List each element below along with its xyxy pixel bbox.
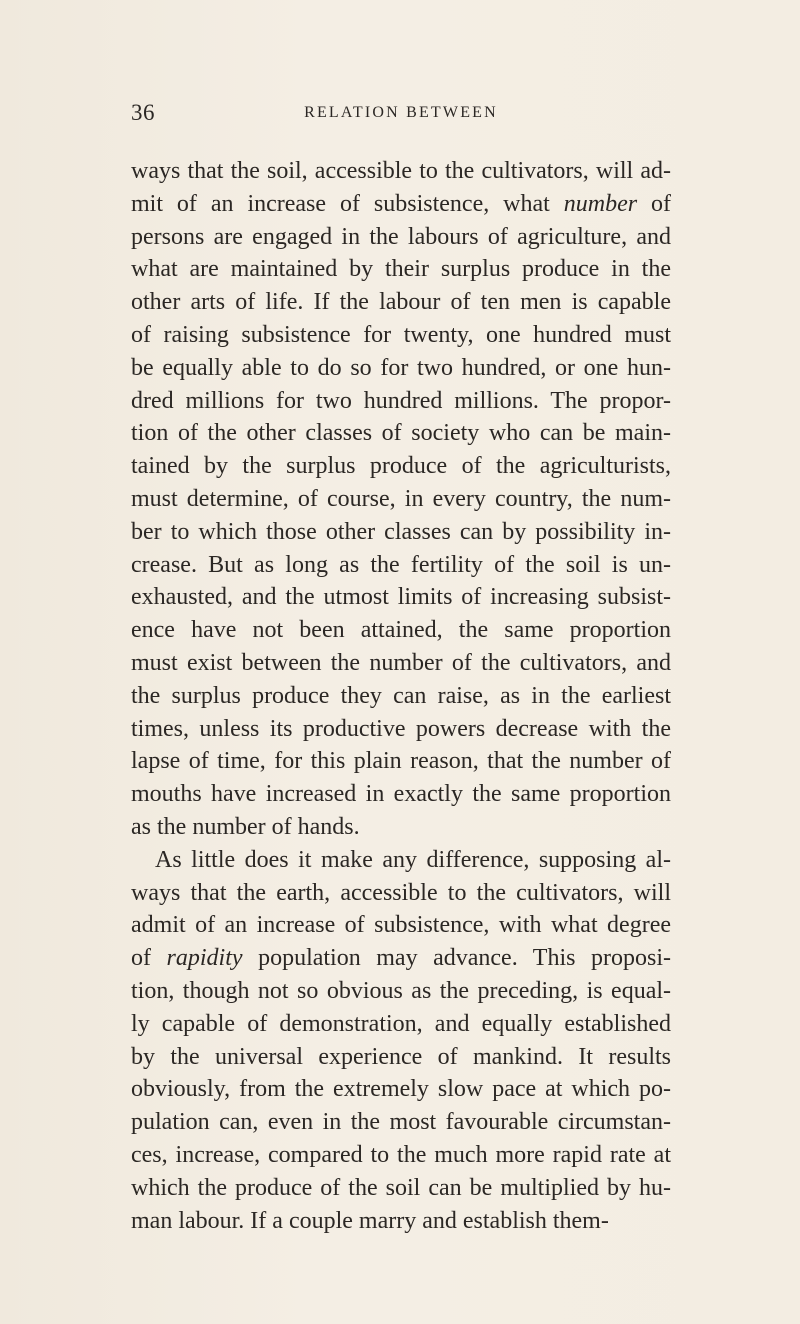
text-line <box>131 909 671 942</box>
text-line <box>131 647 671 680</box>
text-segment: times, unless its productive powers decrease with the <box>131 715 671 742</box>
text-line <box>131 1073 671 1106</box>
text-line <box>131 1041 671 1074</box>
text-line <box>131 352 671 385</box>
text-segment: of <box>637 190 672 217</box>
running-head: RELATION BETWEEN <box>304 104 498 121</box>
italic-word: number <box>563 190 638 217</box>
text-segment: ces, increase, compared to the much more rapid rate at <box>131 1141 671 1168</box>
text-segment: As little does it make any difference, supposing al- <box>155 846 671 873</box>
page-header <box>131 100 671 140</box>
text-segment: lapse of time, for this plain reason, that the number of <box>131 748 671 775</box>
text-line <box>131 713 671 746</box>
text-line <box>131 155 671 188</box>
text-line <box>131 1106 671 1139</box>
text-segment: exhausted, and the utmost limits of increasing subsist- <box>131 584 671 611</box>
text-line <box>131 221 671 254</box>
text-segment: dred millions for two hundred millions. The propor- <box>131 387 671 414</box>
text-line <box>131 417 671 450</box>
text-segment: persons are engaged in the labours of agriculture, and <box>131 223 671 250</box>
text-segment: the surplus produce they can raise, as in the earliest <box>131 682 671 709</box>
text-segment: as the number of hands. <box>131 813 360 840</box>
text-line <box>131 745 671 778</box>
text-segment: admit of an increase of subsistence, with what degree <box>131 912 671 939</box>
text-segment: which the produce of the soil can be multiplied by hu- <box>131 1174 671 1201</box>
text-segment: of <box>131 945 167 972</box>
text-line <box>131 1205 671 1238</box>
text-segment: tion, though not so obvious as the preceding, is equal- <box>131 977 671 1004</box>
text-segment: mouths have increased in exactly the same proportion <box>131 781 671 808</box>
text-line <box>131 1008 671 1041</box>
text-segment: must determine, of course, in every country, the num- <box>131 485 671 512</box>
text-segment: ly capable of demonstration, and equally established <box>131 1010 671 1037</box>
body-text <box>131 155 671 1237</box>
text-line <box>131 942 671 975</box>
text-line <box>131 483 671 516</box>
text-line <box>131 516 671 549</box>
text-line <box>131 614 671 647</box>
text-segment: ways that the earth, accessible to the cultivators, will <box>131 879 671 906</box>
italic-word: rapidity <box>166 945 243 972</box>
text-line <box>131 549 671 582</box>
text-segment: obviously, from the extremely slow pace at which po- <box>131 1076 671 1103</box>
text-line <box>131 975 671 1008</box>
text-segment: mit of an increase of subsistence, what <box>131 190 564 217</box>
text-line <box>131 778 671 811</box>
text-segment: ence have not been attained, the same proportion <box>131 617 671 644</box>
text-line <box>131 450 671 483</box>
text-segment: crease. But as long as the fertility of the soil is un- <box>131 551 671 578</box>
text-line <box>131 1172 671 1205</box>
text-segment: ways that the soil, accessible to the cultivators, will ad- <box>131 158 671 184</box>
text-line <box>131 877 671 910</box>
text-segment: of raising subsistence for twenty, one hundred must <box>131 321 671 348</box>
text-line <box>131 188 671 221</box>
text-line <box>131 680 671 713</box>
text-segment: tion of the other classes of society who can be main- <box>131 420 671 447</box>
text-line <box>131 319 671 352</box>
text-segment: by the universal experience of mankind. It results <box>131 1043 671 1070</box>
page-number: 36 <box>131 100 155 125</box>
text-segment: man labour. If a couple marry and establish them- <box>131 1207 609 1234</box>
text-line <box>131 253 671 286</box>
text-line <box>131 385 671 418</box>
text-line <box>131 1139 671 1172</box>
text-segment: ber to which those other classes can by possibility in- <box>131 518 671 545</box>
text-segment: must exist between the number of the cultivators, and <box>131 649 671 676</box>
text-segment: pulation can, even in the most favourable circumstan- <box>131 1109 671 1136</box>
text-segment: other arts of life. If the labour of ten men is capable <box>131 289 671 316</box>
text-segment: tained by the surplus produce of the agriculturists, <box>131 453 671 480</box>
text-segment: be equally able to do so for two hundred, or one hun- <box>131 354 671 381</box>
text-segment: population may advance. This proposi- <box>242 945 671 972</box>
text-segment: what are maintained by their surplus produce in the <box>131 256 671 283</box>
text-line <box>131 286 671 319</box>
text-line <box>131 811 671 844</box>
text-line <box>131 844 671 877</box>
text-line <box>131 581 671 614</box>
